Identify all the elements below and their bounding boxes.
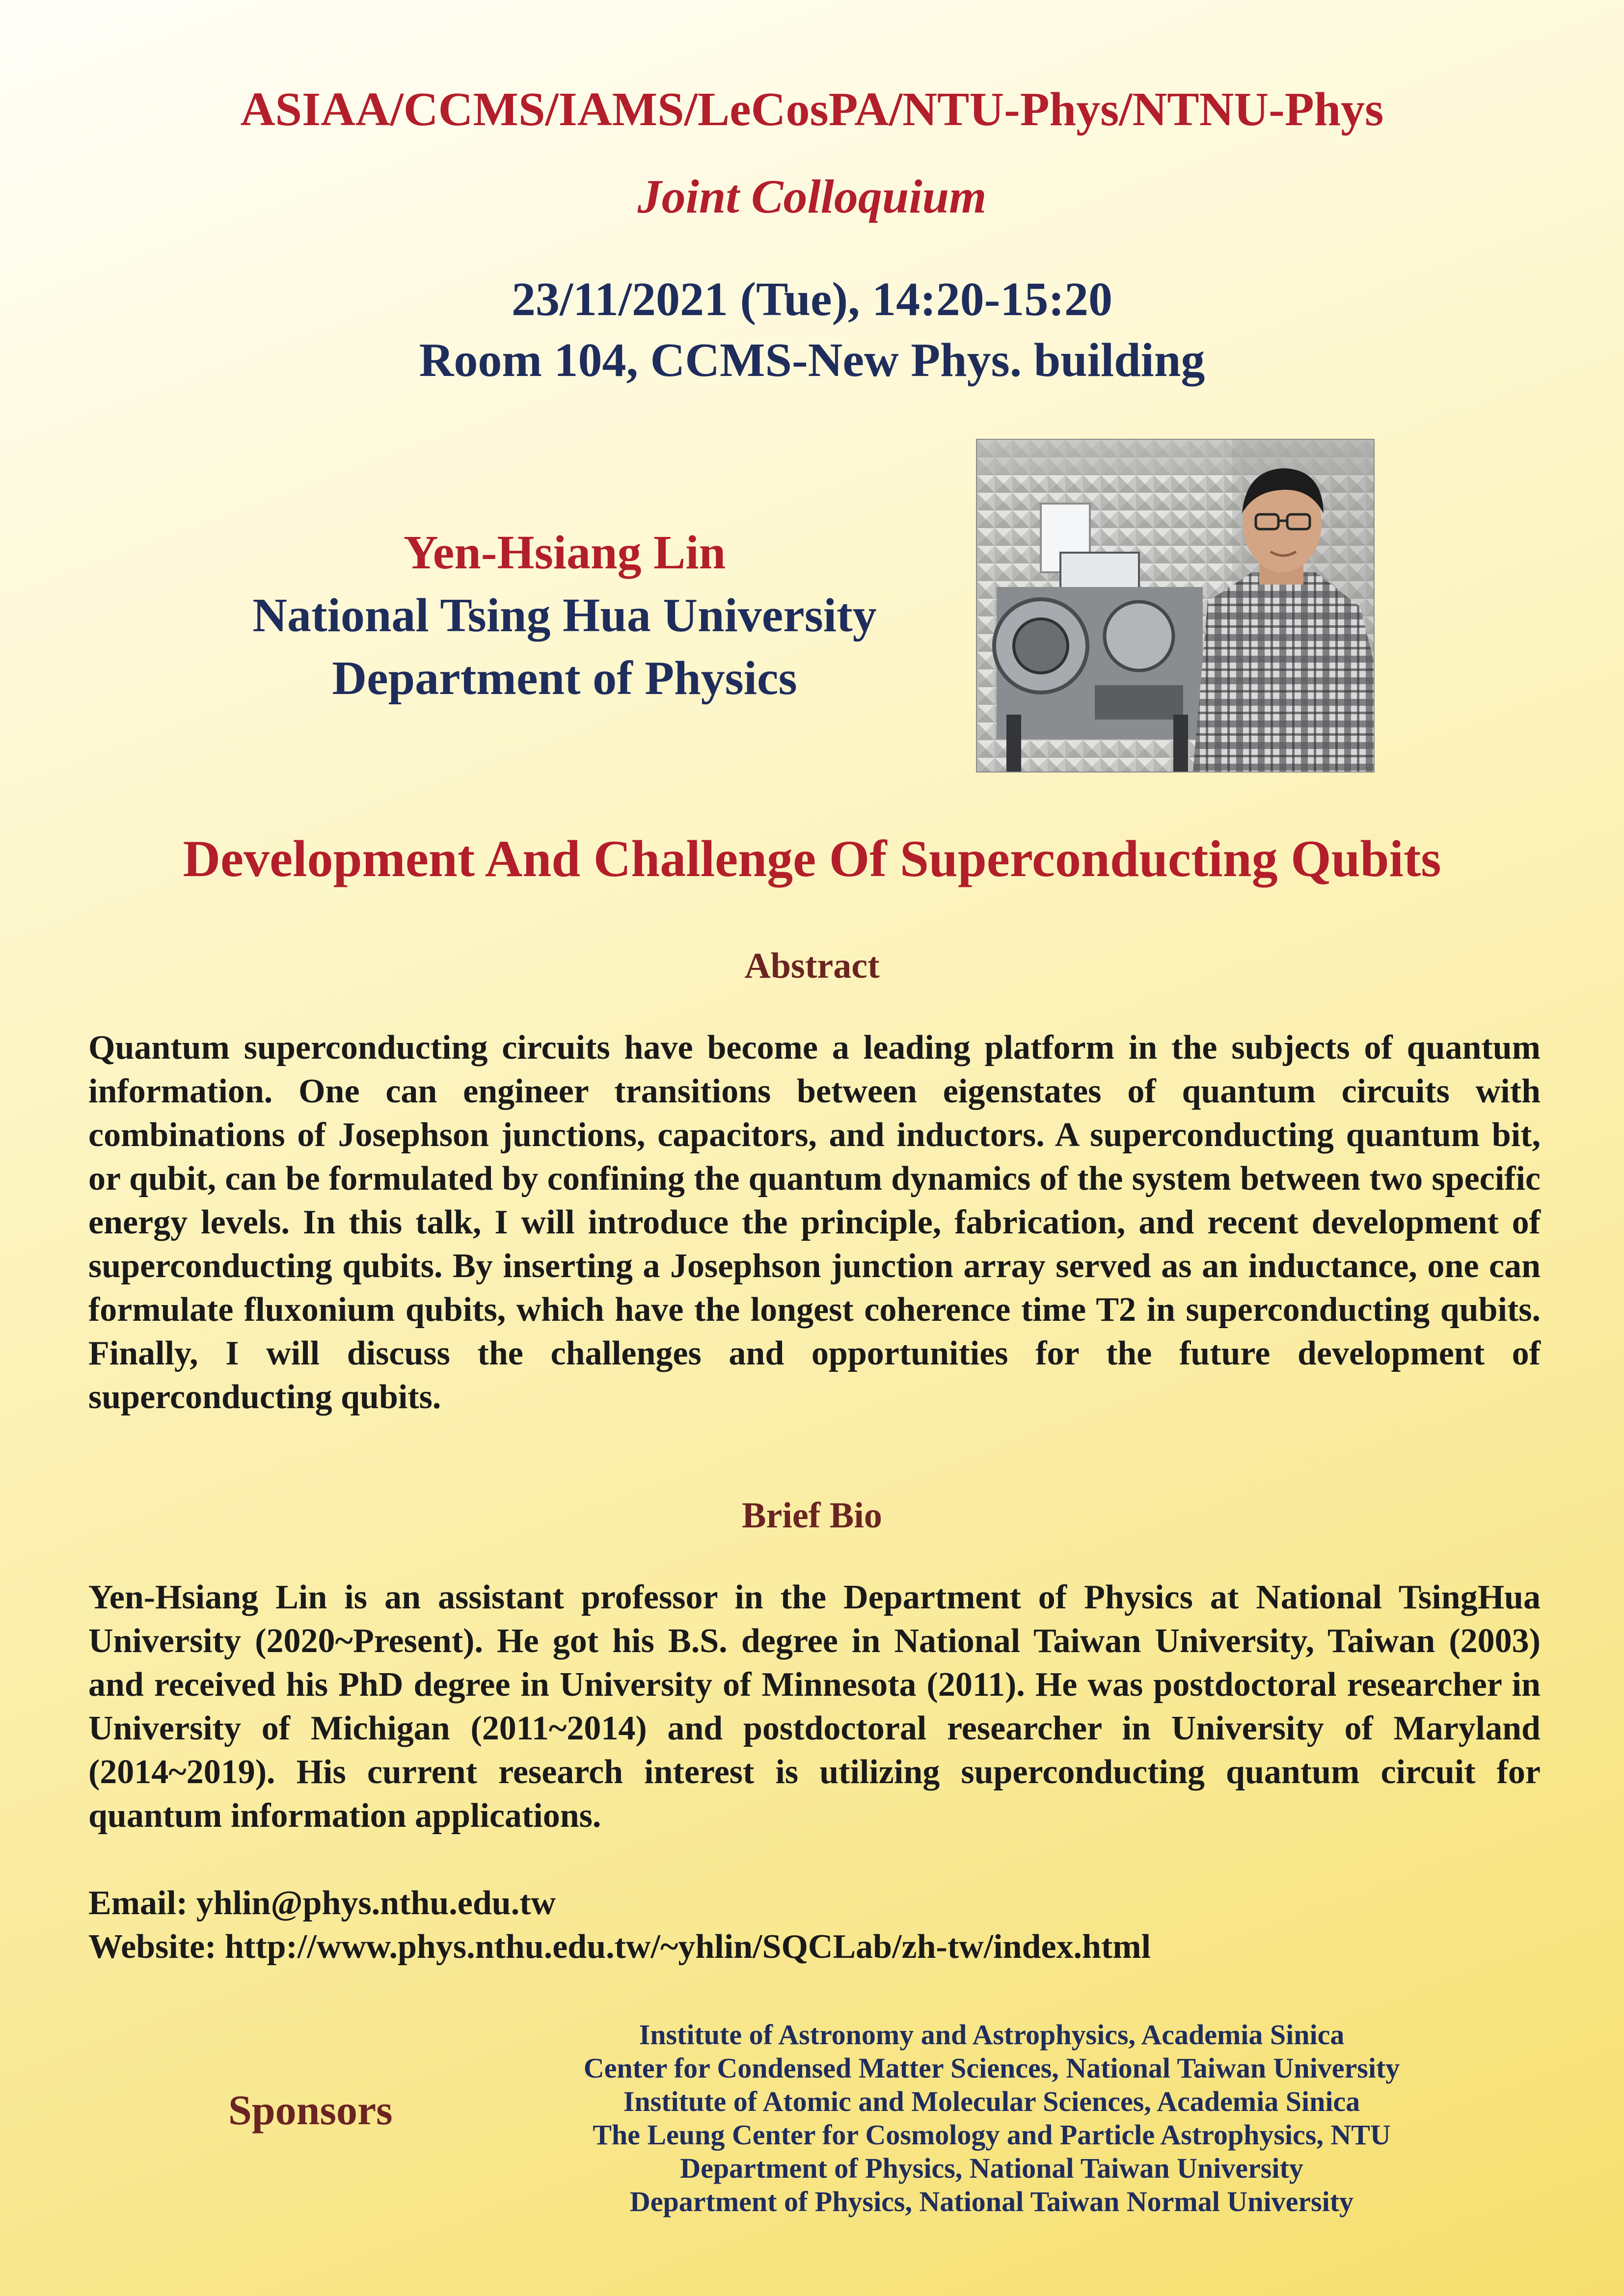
abstract-heading: Abstract xyxy=(744,946,880,986)
sponsor-list xyxy=(511,2018,1473,2218)
bio-text: Yen-Hsiang Lin is an assistant professor in the Department of Physics at National TsingHua University (2020~Present). He got his B.S. degree in National Taiwan University, Taiwan (2003) and received his PhD degree in University of Minnesota (2011). He was postdoctoral researcher in University of Michigan (2011~2014) and postdoctoral researcher in University of Maryland (2014~2019). His current research interest is utilizing superconducting quantum circuit for quantum information applications. xyxy=(88,1578,1541,1835)
sponsor-item: The Leung Center for Cosmology and Particle Astrophysics, NTU xyxy=(593,2119,1391,2151)
event-location: Room 104, CCMS-New Phys. building xyxy=(419,334,1205,387)
talk-title: Development And Challenge Of Superconducting Qubits xyxy=(183,830,1441,887)
sponsors-label: Sponsors xyxy=(228,2086,393,2134)
speaker-university: National Tsing Hua University xyxy=(252,589,877,642)
sponsor-item: Institute of Atomic and Molecular Sciences, Academia Sinica xyxy=(623,2085,1360,2117)
abstract-text: Quantum superconducting circuits have become a leading platform in the subjects of quantum information. One can engineer transitions between eigenstates of quantum circuits with combinations of Josephson junctions, capacitors, and inductors. A superconducting quantum bit, or qubit, can be formulated by confining the quantum dynamics of the system between two specific energy levels. In this talk, I will introduce the principle, fabrication, and recent development of superconducting qubits. By inserting a Josephson junction array served as an inductance, one can formulate fluxonium qubits, which have the longest coherence time T2 in superconducting qubits. Finally, I will discuss the challenges and opportunities for the future development of superconducting qubits. xyxy=(88,1029,1541,1416)
event-datetime: 23/11/2021 (Tue), 14:20-15:20 xyxy=(511,273,1113,326)
event-when-where xyxy=(0,269,1624,391)
bio-heading: Brief Bio xyxy=(742,1495,882,1536)
speaker-name: Yen-Hsiang Lin xyxy=(403,526,726,579)
sponsor-item: Department of Physics, National Taiwan Normal University xyxy=(629,2186,1354,2217)
speaker-email: Email: yhlin@phys.nthu.edu.tw xyxy=(88,1884,556,1922)
speaker-department: Department of Physics xyxy=(332,652,797,705)
speaker-block xyxy=(196,521,933,710)
sponsor-item: Center for Condensed Matter Sciences, National Taiwan University xyxy=(583,2052,1400,2084)
speaker-website: Website: http://www.phys.nthu.edu.tw/~yhlin/SQCLab/zh-tw/index.html xyxy=(88,1928,1151,1966)
organizations-header: ASIAA/CCMS/IAMS/LeCosPA/NTU-Phys/NTNU-Phys xyxy=(240,83,1384,136)
sponsor-item: Department of Physics, National Taiwan University xyxy=(680,2152,1303,2184)
event-type: Joint Colloquium xyxy=(637,170,987,223)
speaker-photo xyxy=(977,440,1374,772)
sponsor-item: Institute of Astronomy and Astrophysics, Academia Sinica xyxy=(639,2019,1345,2051)
